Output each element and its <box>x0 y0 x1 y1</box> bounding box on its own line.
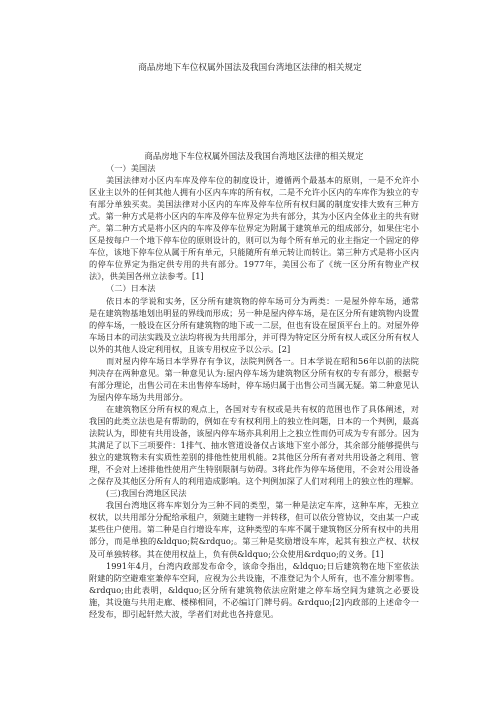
document-header-title: 商品房地下车位权属外国法及我国台湾地区法律的相关规定 <box>138 63 362 73</box>
heading-taiwan: (三)我国台湾地区民法 <box>106 488 187 499</box>
paragraph-taiwan-1: 我国台湾地区将车库划分为三种不同的类型，第一种是法定车库，这种车库，无独立权状，以共用部分分配给承租户，须随主建物一并转移，但可以依分管协议，交由某一户或某些住户使用。第二种是自行增设车库，这种类型的车库不属于建筑物区分所有权中的共用部分，而是单独的&ldquo;院&rdquo;。第三种是奖励增设车库，起其有独立产权、状权及可单独转移。其在使用权益上，负有供&ldquo;公众使用&rdquo;的义务。[1] <box>89 500 419 559</box>
section-title: 商品房地下车位权属外国法及我国台湾地区法律的相关规定 <box>144 151 364 161</box>
document-body <box>89 150 419 620</box>
paragraph-japan-1: 依日本的学说和实务，区分所有建筑物的停车场可分为两类：一是屋外停车场，通常是在建筑物基地划出明显的界线而形成；另一种是屋内停车场，是在区分所有建筑物内设置的停车场，一般设在区分所有建筑物的地下或一二层，但也有设在屋顶平台上的。对屋外停车场日本的司法实践及立法均将视为共用部分，并可得为特定区分所有权人或区分所有权人以外的其他人设定利用权，且该专用权应予以公示。[2] <box>89 295 419 354</box>
paragraph-taiwan-2: 1991年4月，台湾内政部发布命令，该命令指出，&ldquo;日后建筑物在地下室依法附建的防空避难室兼停车空间，应视为公共设施，不准登记为个人所有，也不准分割零售。&rdquo;由此表明，&ldquo;区分所有建筑物依法应附建之停车场空间为建筑之必要设施，其设施与共用走廊、楼梯相同，不必编订门牌号码。&rdquo;[2]内政部的上述命令一经发布，即引起轩然大波，学者们对此也各持意见。 <box>89 560 419 619</box>
paragraph-japan-2: 而对屋内停车场日本学界存有争议，法院判例各一。日本学说在昭和56年以前的法院判决存在两种意见。第一种意见认为:屋内停车场为建筑物区分所有权的专有部分，根据专有部分理论，出售公司在未出售停车场时，停车场归属于出售公司当属无疑。第二种意见认为屋内停车场为共用部分。 <box>89 355 419 402</box>
heading-usa: （一）美国法 <box>106 163 156 173</box>
heading-japan: （二）日本法 <box>106 283 156 294</box>
paragraph-usa-1: 美国法律对小区内车库及停车位的制度设计，遵循两个最基本的原则，一是不允许小区业主以外的任何其他人拥有小区内车库的所有权，二是不允许小区内的车库作为独立的专有部分单独买卖。美国法律对小区内的车库及停车位所有权归属的制度安排大致有三种方式。第一种方式是将小区内的车库及停车位界定为共有部分，其为小区内全体业主的共有财产。第二种方式是将小区内的车库及停车位界定为附属于建筑单元的组成部分，如果住宅小区是按每户一个地下停车位的原则设计的，则可以为每个所有单元的业主指定一个固定的停车位，该地下停车位从属于所有单元，只能随所有单元转让而转让。第三种方式是将小区内的停车位界定为指定供专用的共有部分。1977年，美国公布了《统一区分所有物业产权法》，供美国各州立法参考。[1] <box>89 175 419 282</box>
paragraph-japan-3: 在建筑物区分所有权的观点上，各国对专有权或是共有权的范围也作了具体阐述，对我国的此类立法也是有帮助的，例如在专有权利用上的独立性问题，日本的一个判例，最高法院认为，即使有共用设备，该屋内停车场亦具利用上之独立性而仍可成为专有部分。因为其满足了以下三项要件：1排气、抽水管道设备仅占该地下室小部分，其余部分能够提供与独立的建筑物未有实质性差别的排他性使用机能。2其他区分所有者对共用设备之利用、管理，不会对上述排他性使用产生特别限制与妨碍。3将此作为停车场使用，不会对公用设备之保存及其他区分所有人的利用造成影响。这个判例加深了人们对利用上的独立性的理解。 <box>89 403 419 487</box>
